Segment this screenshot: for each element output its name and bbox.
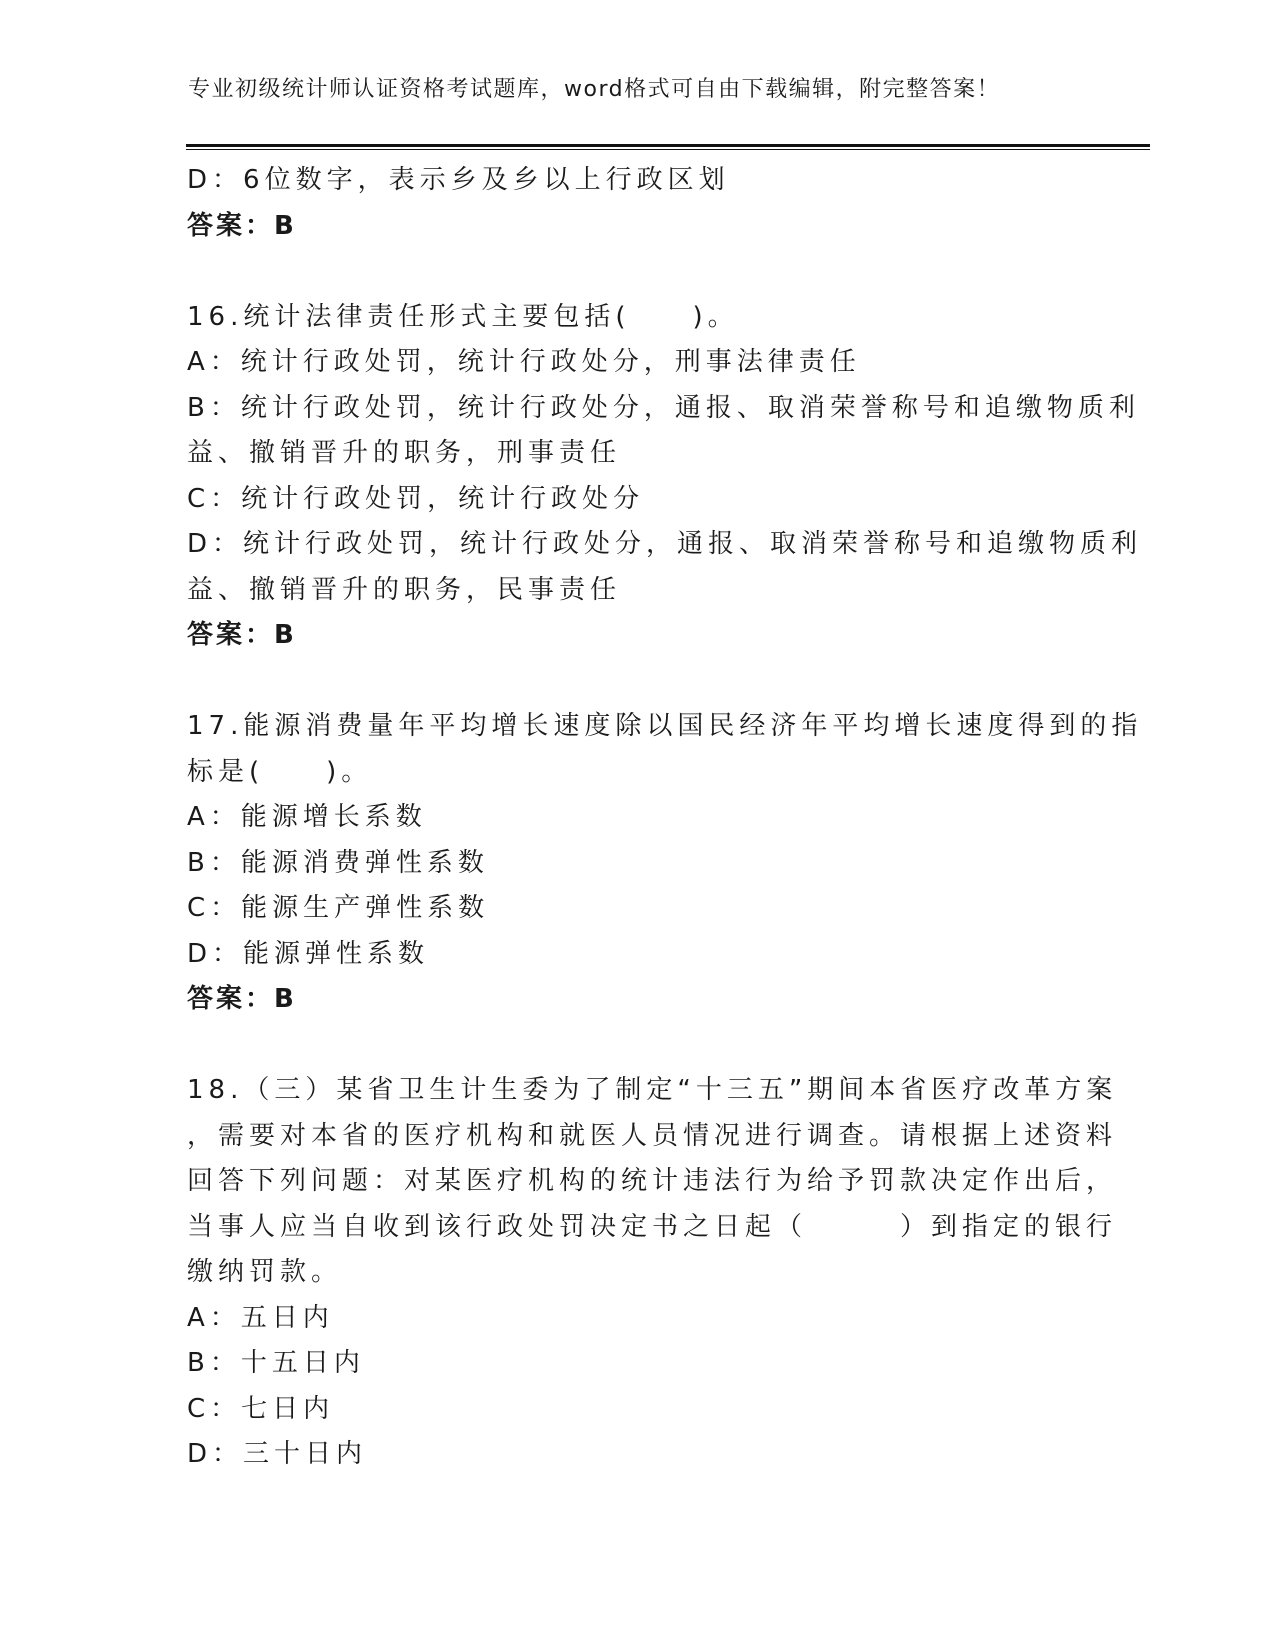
option-line: 益、撤销晋升的职务，民事责任 — [187, 574, 622, 605]
answer-line: 答案：B — [187, 984, 297, 1014]
option-line: C：统计行政处罚，统计行政处分 — [187, 483, 645, 514]
option-line: B：统计行政处罚，统计行政处分，通报、取消荣誉称号和追缴物质利 — [187, 392, 1140, 423]
document-body — [187, 158, 1143, 1478]
question-line: 回答下列问题：对某医疗机构的统计违法行为给予罚款决定作出后， — [187, 1166, 1118, 1196]
option-line: C：能源生产弹性系数 — [187, 893, 490, 923]
question-line: 18.（三）某省卫生计生委为了制定“十三五”期间本省医疗改革方案 — [187, 1075, 1118, 1105]
option-line: D：统计行政处罚，统计行政处分，通报、取消荣誉称号和追缴物质利 — [187, 529, 1143, 559]
option-line: B：能源消费弹性系数 — [187, 847, 489, 878]
option-line: A：五日内 — [187, 1302, 334, 1333]
question-line: 当事人应当自收到该行政处罚决定书之日起（ ）到指定的银行 — [187, 1211, 1118, 1242]
option-line: A：统计行政处罚，统计行政处分，刑事法律责任 — [187, 347, 861, 377]
option-line: D：6位数字，表示乡及乡以上行政区划 — [187, 165, 730, 195]
option-line: D：能源弹性系数 — [187, 938, 430, 969]
header-rule-thin — [186, 149, 1150, 150]
option-line: D：三十日内 — [187, 1439, 368, 1469]
question-line: ，需要对本省的医疗机构和就医人员情况进行调查。请根据上述资料 — [187, 1120, 1118, 1151]
option-line: C：七日内 — [187, 1393, 335, 1424]
paragraph-gap — [187, 249, 1087, 295]
page-header: 专业初级统计师认证资格考试题库，word格式可自由下载编辑，附完整答案！ — [188, 77, 1001, 102]
option-line: B：十五日内 — [187, 1348, 365, 1378]
option-line: 益、撤销晋升的职务，刑事责任 — [187, 438, 622, 468]
question-line: 17.能源消费量年平均增长速度除以国民经济年平均增长速度得到的指 — [187, 711, 1143, 741]
header-rule-thick — [186, 144, 1150, 147]
question-line: 16.统计法律责任形式主要包括( )。 — [187, 301, 739, 332]
answer-line: 答案：B — [187, 210, 297, 241]
answer-line: 答案：B — [187, 620, 297, 650]
paragraph-gap — [187, 659, 1087, 705]
option-line: A：能源增长系数 — [187, 802, 427, 832]
question-line: 标是( )。 — [187, 756, 373, 787]
question-line: 缴纳罚款。 — [187, 1257, 343, 1287]
paragraph-gap — [187, 1023, 1087, 1069]
